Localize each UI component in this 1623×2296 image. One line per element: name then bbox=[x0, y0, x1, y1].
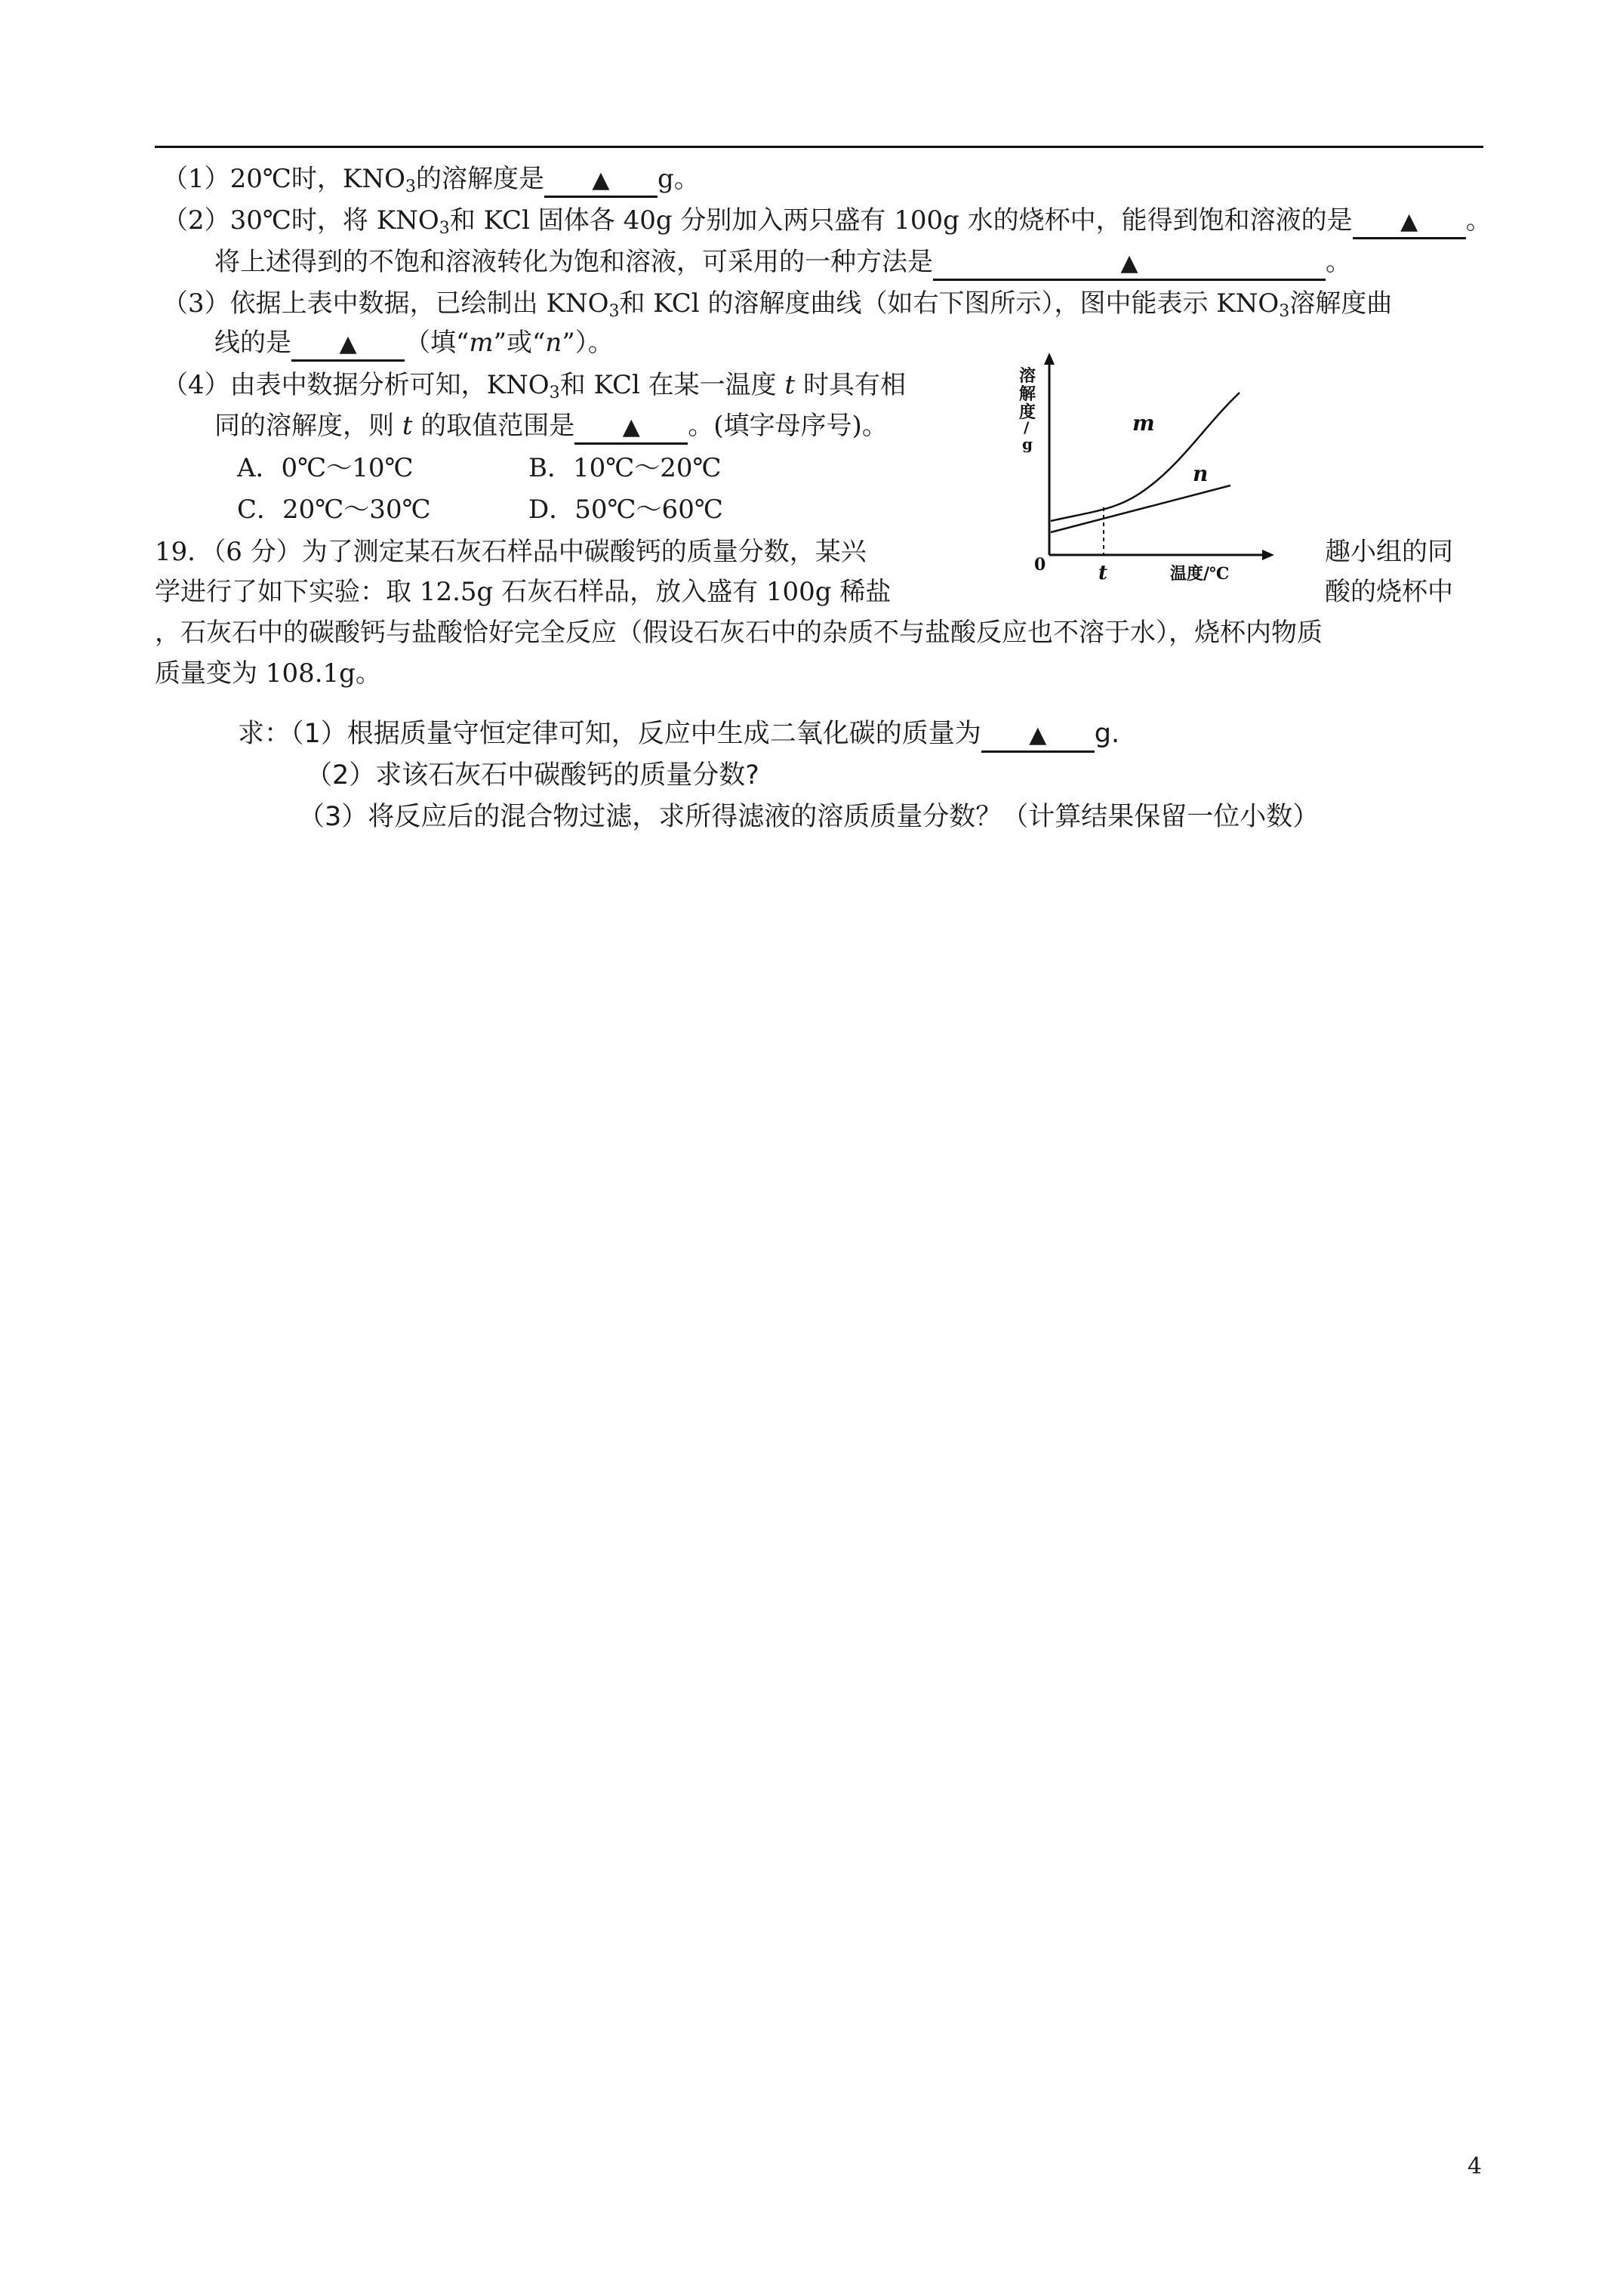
curve-n-ref: n bbox=[545, 328, 562, 358]
x-axis-label: 温度/℃ bbox=[1170, 564, 1230, 584]
subscript: 3 bbox=[1279, 302, 1290, 321]
triangle-mark: ▲ bbox=[1400, 208, 1418, 235]
y-axis-label-5: g bbox=[1022, 435, 1033, 453]
q18-part1-text2: 的溶解度是 bbox=[415, 164, 544, 194]
header-rule bbox=[155, 146, 1483, 148]
y-axis-label-4: / bbox=[1024, 418, 1030, 436]
variable-t: t bbox=[402, 411, 413, 441]
punct: 。 bbox=[1465, 205, 1492, 236]
q18-part1-text: （1）20℃时，KNO bbox=[162, 164, 405, 194]
option-a: A．0℃～10℃ bbox=[237, 453, 414, 483]
variable-t: t bbox=[784, 370, 796, 400]
q18-part4-text3: 时具有相 bbox=[802, 370, 906, 400]
q19-ask2: （2）求该石灰石中碳酸钙的质量分数? bbox=[306, 760, 759, 791]
q18-part3-line1 bbox=[162, 285, 1392, 322]
q18-part2-line1 bbox=[162, 202, 1492, 239]
q19-ask1 bbox=[238, 716, 1119, 753]
x-axis-arrow-icon bbox=[1262, 550, 1274, 560]
q19-line2-left: 学进行了如下实验：取 12.5g 石灰石样品，放入盛有 100g 稀盐 bbox=[155, 577, 892, 607]
q18-part4b-text2: 的取值范围是 bbox=[420, 411, 575, 441]
q19-line3: ，石灰石中的碳酸钙与盐酸恰好完全反应（假设石灰石中的杂质不与盐酸反应也不溶于水），烧杯内物质 bbox=[155, 618, 1323, 648]
subscript: 3 bbox=[549, 384, 560, 402]
answer-blank bbox=[933, 247, 1326, 281]
q18-part3-text: （3）依据上表中数据，已绘制出 KNO bbox=[162, 288, 609, 319]
q18-part4b-text3: 。(填字母序号)。 bbox=[688, 411, 888, 441]
q18-part2-text: （2）30℃时，将 KNO bbox=[162, 205, 439, 236]
y-axis-label-2: 解 bbox=[1019, 384, 1036, 404]
q18-part4-text: （4）由表中数据分析可知，KNO bbox=[162, 370, 550, 400]
triangle-mark: ▲ bbox=[592, 167, 610, 193]
y-axis-label-3: 度 bbox=[1019, 402, 1036, 422]
q19-ask3: （3）将反应后的混合物过滤，求所得滤液的溶质质量分数？（计算结果保留一位小数） bbox=[298, 802, 1320, 832]
q18-part1 bbox=[162, 161, 700, 198]
solubility-graph bbox=[1012, 351, 1276, 593]
punct: 。 bbox=[1326, 247, 1351, 277]
triangle-mark: ▲ bbox=[1029, 722, 1047, 748]
q19-line2-right: 酸的烧杯中 bbox=[1325, 577, 1453, 607]
curve-n-label: n bbox=[1193, 461, 1209, 486]
option-d: D．50℃～60℃ bbox=[528, 495, 723, 525]
subscript: 3 bbox=[405, 177, 416, 196]
q18-part4-text2: 和 KCl 在某一温度 bbox=[559, 370, 777, 400]
q19-line1-right: 趣小组的同 bbox=[1325, 537, 1453, 567]
answer-blank bbox=[291, 328, 405, 362]
q18-part3-text2: 和 KCl 的溶解度曲线（如右下图所示），图中能表示 KNO bbox=[619, 288, 1280, 319]
q19-line4: 质量变为 108.1g。 bbox=[155, 658, 381, 689]
t-label: t bbox=[1098, 562, 1108, 584]
y-axis-label-1: 溶 bbox=[1019, 366, 1036, 386]
curve-m-ref: m bbox=[469, 328, 494, 358]
y-axis-arrow-icon bbox=[1044, 353, 1055, 365]
page-number: 4 bbox=[1467, 2153, 1483, 2180]
q18-part2b-text: 将上述得到的不饱和溶液转化为饱和溶液，可采用的一种方法是 bbox=[214, 247, 933, 277]
answer-blank bbox=[574, 411, 688, 445]
q18-part4-line1 bbox=[162, 367, 906, 403]
curve-m-label: m bbox=[1132, 411, 1155, 436]
q19-line1-left: 19．（6 分）为了测定某石灰石样品中碳酸钙的质量分数，某兴 bbox=[155, 537, 867, 567]
unit-text: g。 bbox=[657, 164, 700, 194]
q18-part3-text3: 溶解度曲 bbox=[1289, 288, 1393, 319]
q18-part3b-or: ”或“ bbox=[493, 328, 546, 358]
option-b: B．10℃～20℃ bbox=[528, 453, 722, 483]
q18-part4-line2 bbox=[214, 408, 888, 445]
q18-part3-line2 bbox=[214, 325, 614, 362]
subscript: 3 bbox=[439, 219, 450, 238]
triangle-mark: ▲ bbox=[339, 331, 357, 357]
q18-part2-text2: 和 KCl 固体各 40g 分别加入两只盛有 100g 水的烧杯中，能得到饱和溶液的是 bbox=[449, 205, 1353, 236]
triangle-mark: ▲ bbox=[622, 414, 640, 440]
unit-text: g. bbox=[1094, 719, 1120, 749]
q18-part3b-text2: （填“ bbox=[405, 328, 470, 358]
q18-part3b-text: 线的是 bbox=[214, 328, 291, 358]
subscript: 3 bbox=[608, 302, 620, 321]
q19-ask1-text: 求：（1）根据质量守恒定律可知，反应中生成二氧化碳的质量为 bbox=[238, 719, 981, 749]
triangle-mark: ▲ bbox=[1120, 250, 1138, 276]
answer-blank bbox=[544, 164, 658, 198]
origin-label: 0 bbox=[1034, 555, 1046, 575]
q18-part3b-end: ”）。 bbox=[562, 328, 614, 358]
option-c: C．20℃～30℃ bbox=[237, 495, 431, 525]
answer-blank bbox=[1353, 205, 1466, 239]
q18-part2-line2 bbox=[214, 244, 1351, 281]
answer-blank bbox=[981, 719, 1095, 753]
q18-part4b-text: 同的溶解度，则 bbox=[214, 411, 394, 441]
